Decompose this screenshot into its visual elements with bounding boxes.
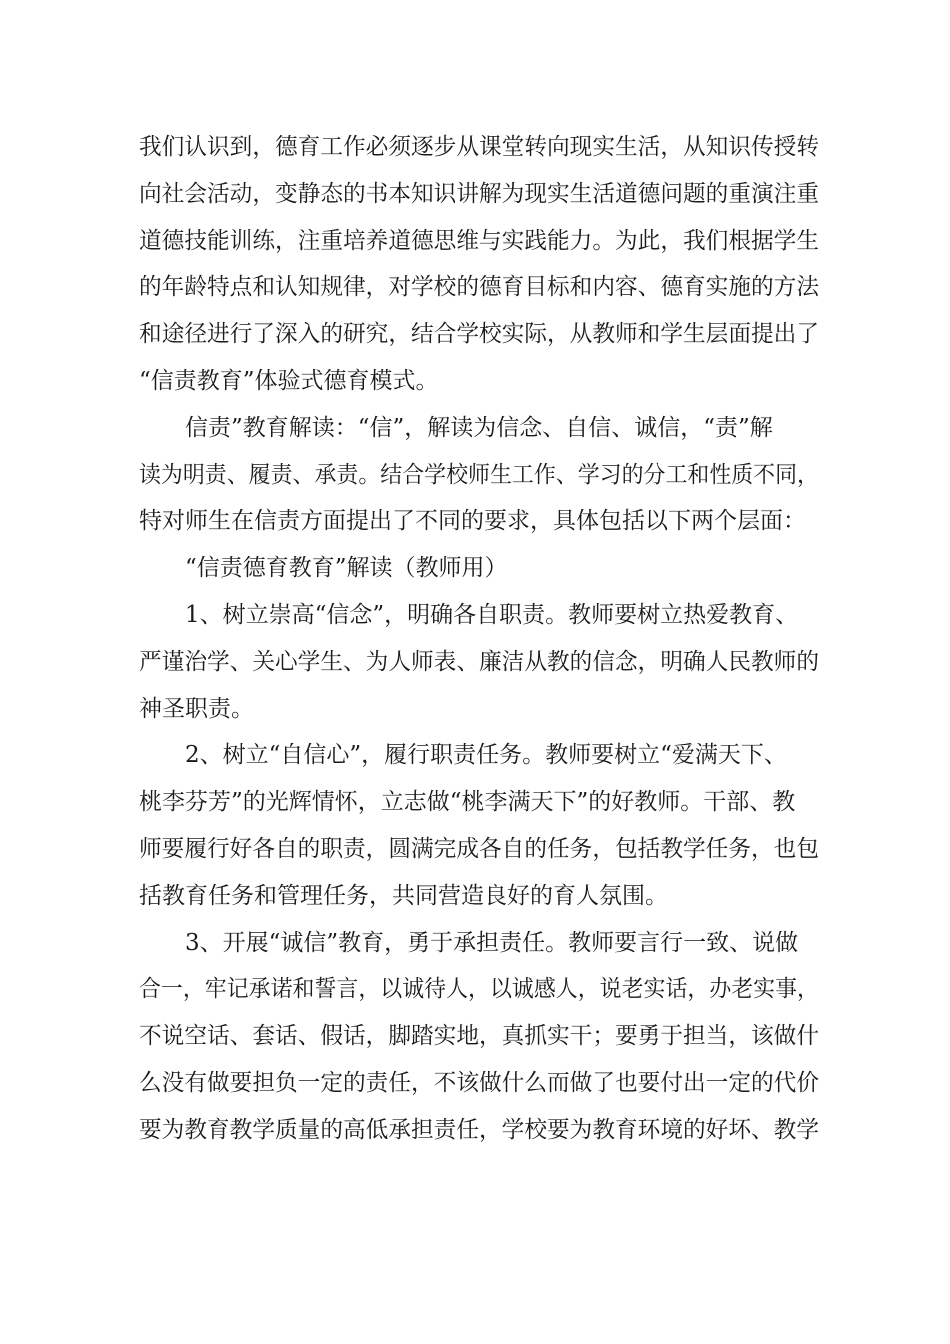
text-line: 师要履行好各自的职责，圆满完成各自的任务，包括教学任务，也包: [139, 835, 819, 862]
text-line: 合一，牢记承诺和誓言，以诚待人，以诚感人，说老实话，办老实事，: [139, 976, 819, 1003]
text-line: 严谨治学、关心学生、为人师表、廉洁从教的信念，明确人民教师的: [139, 648, 819, 675]
text-line: 读为明责、履责、承责。结合学校师生工作、学习的分工和性质不同，: [139, 461, 819, 488]
text-line: 要为教育教学质量的高低承担责任，学校要为教育环境的好坏、教学: [139, 1116, 819, 1143]
text-line: 桃李芬芳”的光辉情怀，立志做“桃李满天下”的好教师。干部、教: [139, 789, 796, 816]
document-body: [139, 124, 819, 1154]
section-heading: “信责德育教育”解读（教师用）: [185, 555, 508, 582]
text-line: 特对师生在信责方面提出了不同的要求，具体包括以下两个层面：: [139, 508, 806, 535]
paragraph-first-line: 3、开展“诚信”教育，勇于承担责任。教师要言行一致、说做: [185, 929, 799, 956]
text-line: 不说空话、套话、假话，脚踏实地，真抓实干；要勇于担当，该做什: [139, 1023, 819, 1050]
paragraph-first-line: 信责”教育解读：“信”，解读为信念、自信、诚信，“责”解: [185, 414, 773, 441]
paragraph-first-line: 1、树立崇高“信念”，明确各自职责。教师要树立热爱教育、: [185, 601, 799, 628]
text-line: 道德技能训练，注重培养道德思维与实践能力。为此，我们根据学生: [139, 227, 819, 254]
text-line: 的年龄特点和认知规律，对学校的德育目标和内容、德育实施的方法: [139, 274, 819, 301]
paragraph-first-line: 2、树立“自信心”，履行职责任务。教师要树立“爱满天下、: [185, 742, 787, 769]
text-line: 我们认识到，德育工作必须逐步从课堂转向现实生活，从知识传授转: [139, 134, 819, 160]
text-line: 么没有做要担负一定的责任，不该做什么而做了也要付出一定的代价: [139, 1069, 819, 1096]
text-line: “信责教育”体验式德育模式。: [139, 367, 439, 394]
text-line: 向社会活动，变静态的书本知识讲解为现实生活道德问题的重演注重: [139, 180, 819, 207]
text-line: 神圣职责。: [139, 695, 254, 722]
text-line: 和途径进行了深入的研究，结合学校实际，从教师和学生层面提出了: [139, 321, 819, 348]
text-line: 括教育任务和管理任务，共同营造良好的育人氛围。: [139, 882, 668, 909]
